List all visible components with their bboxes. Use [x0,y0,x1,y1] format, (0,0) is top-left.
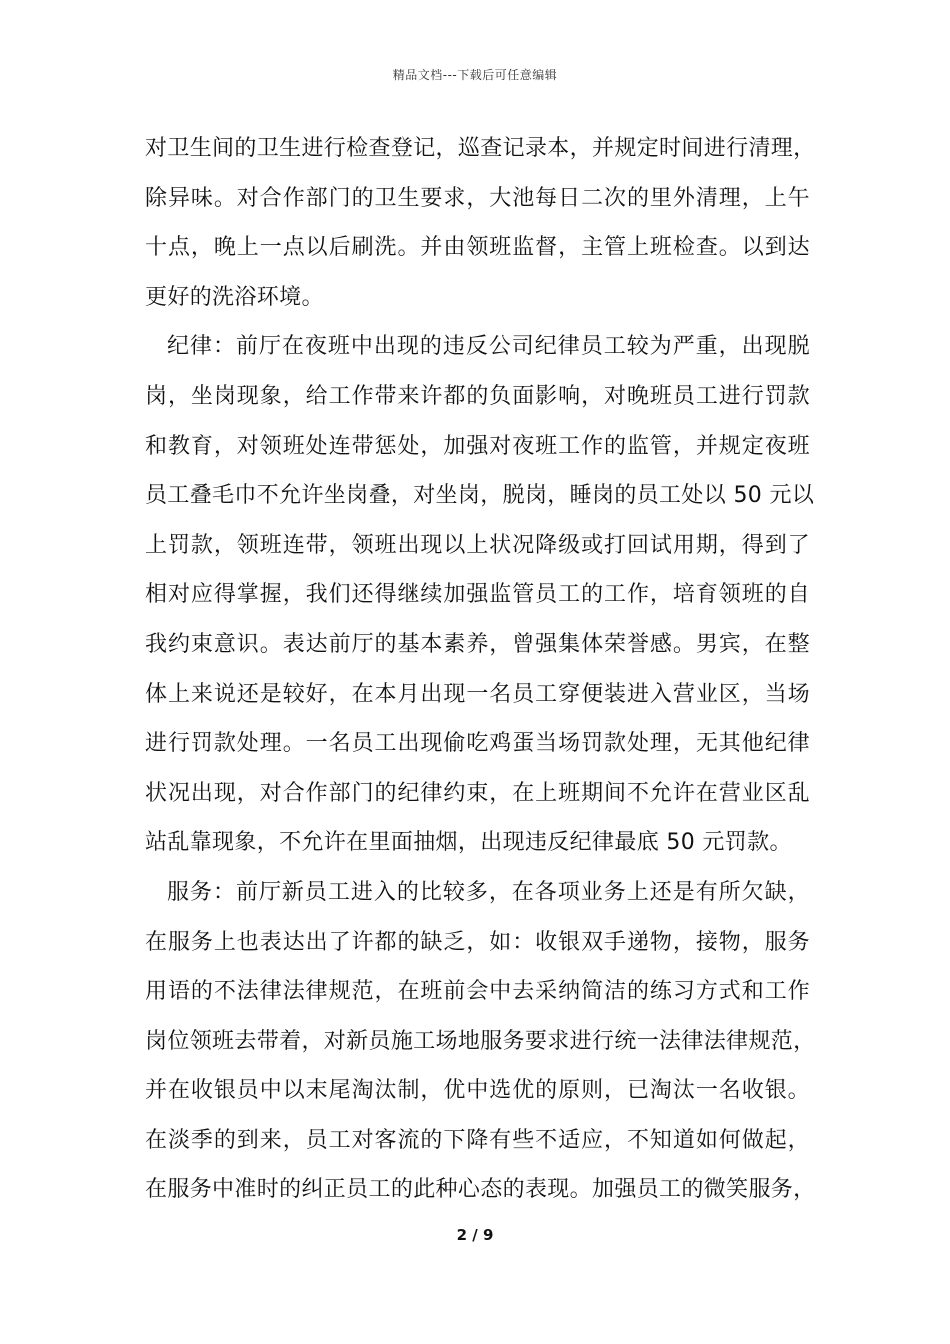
body-line: 状况出现，对合作部门的纪律约束，在上班期间不允许在营业区乱 [145,780,810,806]
body-line: 和教育，对领班处连带惩处，加强对夜班工作的监管，并规定夜班 [145,433,810,459]
body-line: 纪律：前厅在夜班中出现的违反公司纪律员工较为严重，出现脱 [167,334,810,360]
body-line: 进行罚款处理。一名员工出现偷吃鸡蛋当场罚款处理，无其他纪律 [145,731,810,757]
body-line: 岗位领班去带着，对新员施工场地服务要求进行统一法律法律规范， [145,1028,816,1054]
body-line: 岗，坐岗现象，给工作带来许都的负面影响，对晚班员工进行罚款 [145,383,810,409]
document-body [145,124,816,1215]
body-line: 员工叠毛巾不允许坐岗叠，对坐岗，脱岗，睡岗的员工处以 50 元以 [145,483,815,509]
body-line: 我约束意识。表达前厅的基本素养，曾强集体荣誉感。男宾，在整 [145,631,810,657]
body-line: 除异味。对合作部门的卫生要求，大池每日二次的里外清理，上午 [145,185,810,211]
page-header: 精品文档---下载后可任意编辑 [392,68,558,82]
body-line: 体上来说还是较好，在本月出现一名员工穿便装进入营业区，当场 [145,681,810,707]
body-line: 上罚款，领班连带，领班出现以上状况降级或打回试用期，得到了 [145,532,810,558]
body-line: 站乱靠现象，不允许在里面抽烟，出现违反纪律最底 50 元罚款。 [145,830,792,856]
body-line: 十点，晚上一点以后刷洗。并由领班监督，主管上班检查。以到达 [145,235,810,261]
body-line: 相对应得掌握，我们还得继续加强监管员工的工作，培育领班的自 [145,582,810,608]
body-line: 服务：前厅新员工进入的比较多，在各项业务上还是有所欠缺， [167,879,810,905]
body-line: 更好的洗浴环境。 [145,284,324,310]
body-line: 在淡季的到来，员工对客流的下降有些不适应，不知道如何做起， [145,1127,810,1153]
body-line: 对卫生间的卫生进行检查登记，巡查记录本，并规定时间进行清理， [145,136,816,161]
page-number: 2 / 9 [456,1226,494,1244]
body-line: 在服务中准时的纠正员工的此种心态的表现。加强员工的微笑服务， [145,1177,816,1203]
body-line: 用语的不法律法律规范，在班前会中去采纳简洁的练习方式和工作 [145,979,810,1005]
body-line: 并在收银员中以末尾淘汰制，优中选优的原则，已淘汰一名收银。 [145,1078,810,1104]
body-line: 在服务上也表达出了许都的缺乏，如：收银双手递物，接物，服务 [145,929,810,955]
